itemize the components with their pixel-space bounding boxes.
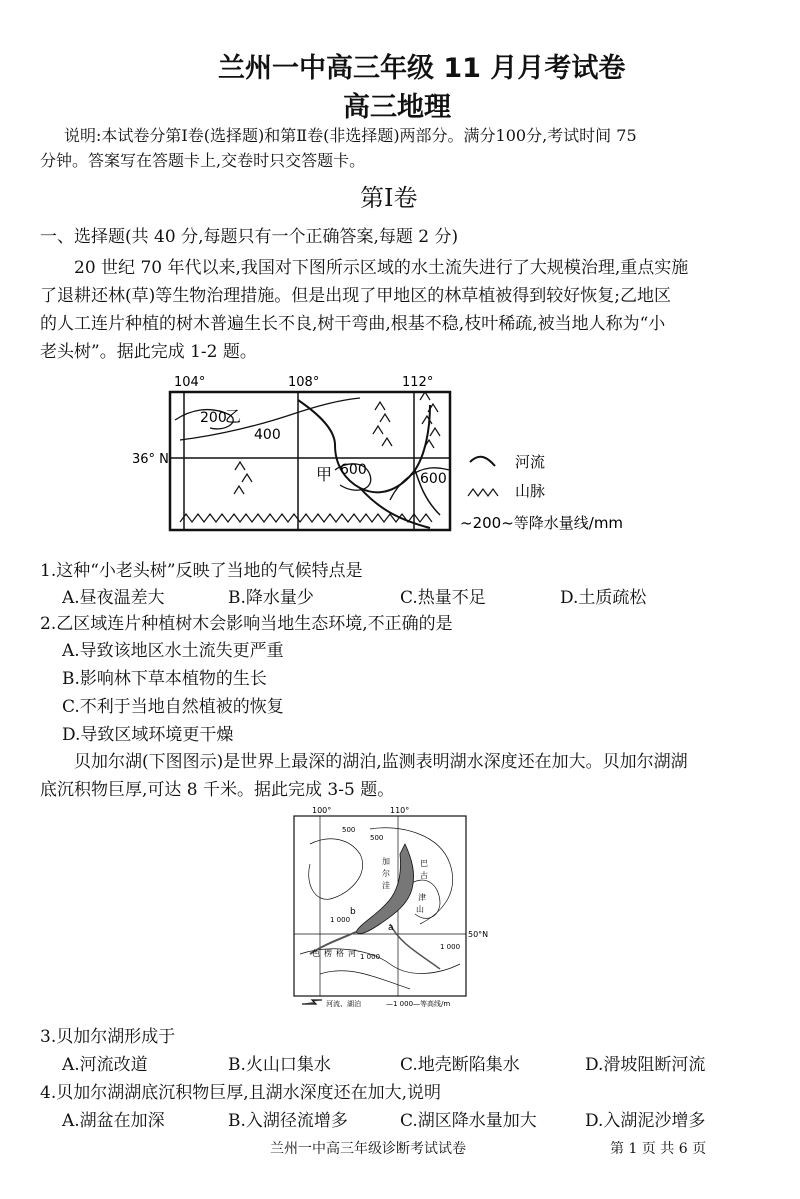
footer-page: 第 1 页 共 6 页 — [610, 1141, 707, 1157]
water-legend-icon — [302, 1000, 322, 1004]
q4-option-d[interactable]: D.入湖泥沙增多 — [585, 1111, 706, 1131]
loess-plateau-map — [130, 370, 670, 540]
region-jia-label: 甲 — [316, 465, 333, 484]
contour-label: 1 000 — [440, 943, 461, 951]
region-yi-label: 乙 — [225, 407, 242, 426]
place-label: 津 — [418, 893, 426, 902]
passage1-line1: 20 世纪 70 年代以来,我国对下图所示区域的水土流失进行了大规模治理,重点实施 — [74, 258, 689, 278]
instructions-line1: 说明:本试卷分第Ⅰ卷(选择题)和第Ⅱ卷(非选择题)两部分。满分100分,考试时间 75 — [64, 126, 637, 145]
q4-option-c[interactable]: C.湖区降水量加大 — [400, 1111, 537, 1131]
q3-option-a[interactable]: A.河流改道 — [62, 1055, 148, 1075]
river-legend-icon — [470, 457, 495, 466]
q2-option-b[interactable]: B.影响林下草本植物的生长 — [62, 669, 267, 689]
isohyet-label: 400 — [254, 427, 281, 443]
passage2-line2: 底沉积物巨厚,可达 8 千米。据此完成 3-5 题。 — [40, 780, 395, 800]
q3-option-c[interactable]: C.地壳断陷集水 — [400, 1055, 520, 1075]
contour-label: 500 — [370, 834, 384, 842]
contour-label: 1 000 — [360, 953, 381, 961]
q2-option-a[interactable]: A.导致该地区水土流失更严重 — [62, 641, 284, 661]
passage1-line3: 的人工连片种植的树木普遍生长不良,树干弯曲,根基不稳,枝叶稀疏,被当地人称为“小 — [40, 314, 666, 334]
part-heading: 一、选择题(共 40 分,每题只有一个正确答案,每题 2 分) — [40, 227, 459, 247]
point-b-label: b — [350, 907, 356, 917]
question-4: 4.贝加尔湖湖底沉积物巨厚,且湖水深度还在加大,说明 — [40, 1083, 442, 1103]
place-label: 山 — [416, 905, 424, 914]
place-label: 尔 — [382, 869, 390, 878]
legend-water: 河流、湖泊 — [326, 1000, 361, 1008]
legend-isohyet: ~200~等降水量线/mm — [460, 514, 624, 532]
place-label: 加 — [382, 857, 390, 866]
section-title: 第Ⅰ卷 — [360, 184, 418, 212]
question-1: 1.这种“小老头树”反映了当地的气候特点是 — [40, 561, 363, 581]
place-label: 格 — [336, 949, 344, 958]
legend-mountain: 山脉 — [515, 482, 546, 500]
lon-label: 100° — [312, 806, 332, 815]
footer-school: 兰州一中高三年级诊断考试试卷 — [270, 1141, 466, 1157]
q3-option-d[interactable]: D.滑坡阻断河流 — [585, 1055, 706, 1075]
place-label: 古 — [420, 871, 428, 880]
lat-label: 50°N — [468, 930, 489, 939]
passage1-line4: 老头树”。据此完成 1-2 题。 — [40, 342, 257, 362]
place-label: 色 — [312, 949, 320, 958]
passage1-line2: 了退耕还林(草)等生物治理措施。但是出现了甲地区的林草植被得到较好恢复;乙地区 — [40, 286, 671, 306]
contour-label: 500 — [342, 826, 356, 834]
exam-title: 兰州一中高三年级 11 月月考试卷 — [218, 53, 626, 84]
passage2-line1: 贝加尔湖(下图图示)是世界上最深的湖泊,监测表明湖水深度还在加大。贝加尔湖湖 — [74, 752, 688, 772]
q3-option-b[interactable]: B.火山口集水 — [228, 1055, 331, 1075]
place-label: 巴 — [420, 859, 428, 868]
lon-label: 110° — [390, 806, 410, 815]
river — [390, 924, 440, 969]
q4-option-a[interactable]: A.湖盆在加深 — [62, 1111, 165, 1131]
q2-option-d[interactable]: D.导致区域环境更干燥 — [62, 725, 234, 745]
lon-label: 108° — [288, 375, 320, 390]
instructions-line2: 分钟。答案写在答题卡上,交卷时只交答题卡。 — [40, 151, 366, 170]
q1-option-b[interactable]: B.降水量少 — [228, 588, 314, 608]
contour-lines — [300, 828, 460, 989]
subject-title: 高三地理 — [343, 92, 451, 123]
q2-option-c[interactable]: C.不利于当地自然植被的恢复 — [62, 697, 284, 717]
place-label: 楞 — [324, 949, 332, 958]
place-label: 洼 — [382, 881, 390, 890]
lon-label: 104° — [174, 375, 206, 390]
isohyet-label: 600 — [340, 462, 367, 478]
q4-option-b[interactable]: B.入湖径流增多 — [228, 1111, 348, 1131]
q1-option-c[interactable]: C.热量不足 — [400, 588, 486, 608]
mountain-legend-icon — [468, 489, 498, 496]
baikal-lake-map — [290, 804, 520, 1014]
lon-label: 112° — [402, 375, 434, 390]
q1-option-a[interactable]: A.昼夜温差大 — [62, 588, 165, 608]
lat-label: 36° N — [132, 452, 169, 467]
question-3: 3.贝加尔湖形成于 — [40, 1027, 176, 1047]
contour-label: 1 000 — [330, 916, 351, 924]
isohyet-label: 600 — [420, 471, 447, 487]
point-a-label: a — [388, 923, 394, 933]
q1-option-d[interactable]: D.土质疏松 — [560, 588, 647, 608]
question-2: 2.乙区域连片种植树木会影响当地生态环境,不正确的是 — [40, 614, 453, 634]
legend-river: 河流 — [515, 453, 546, 471]
place-label: 河 — [348, 949, 356, 958]
legend-contour: —1 000—等高线/m — [386, 1000, 451, 1008]
isohyet-label: 200 — [200, 410, 227, 426]
